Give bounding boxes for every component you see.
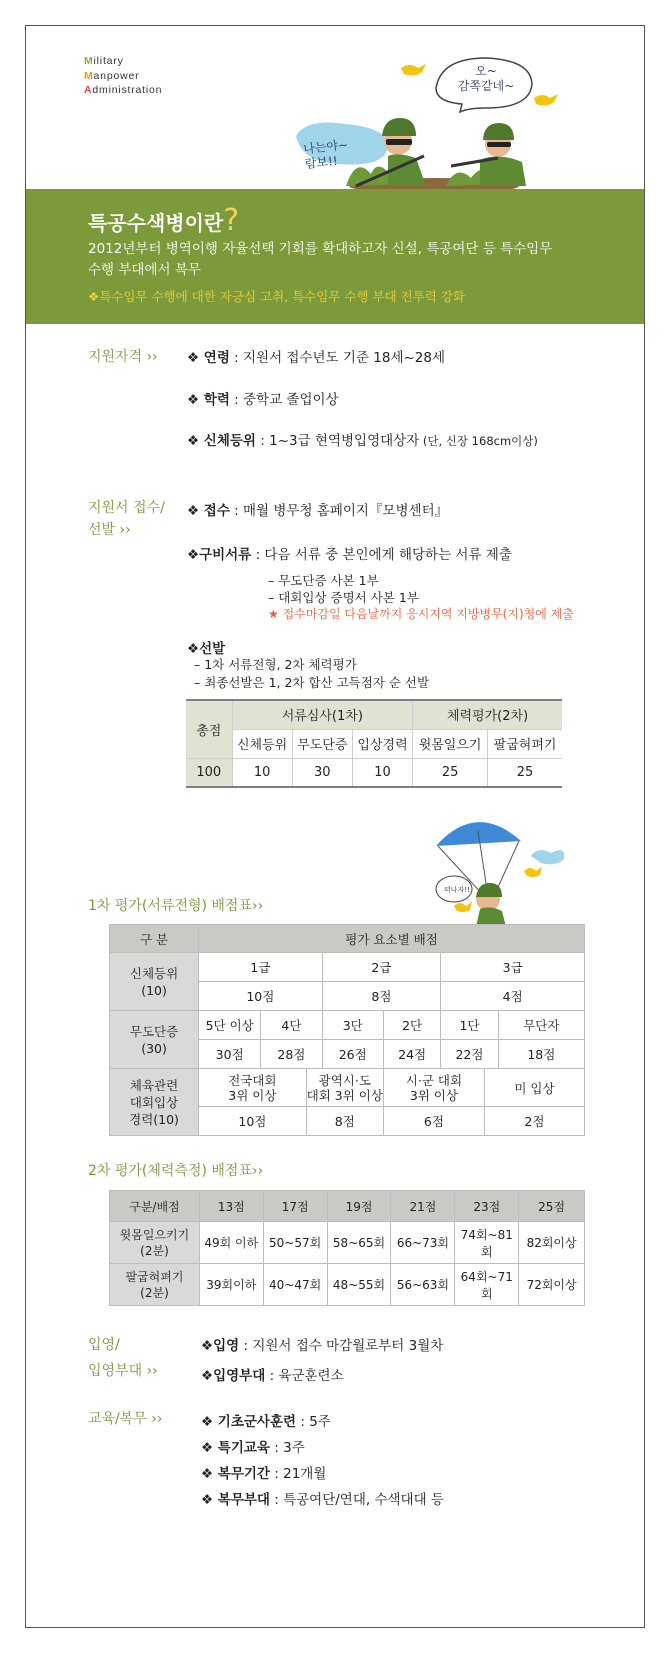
grade-cell: 무단자 bbox=[498, 1011, 584, 1040]
count-cell: 82회이상 bbox=[519, 1222, 585, 1264]
count-cell: 74회~81회 bbox=[455, 1222, 519, 1264]
bird-icon bbox=[454, 902, 472, 912]
documents-item: – 대회입상 증명서 사본 1부 bbox=[268, 590, 419, 605]
count-cell: 50~57회 bbox=[263, 1222, 327, 1264]
count-cell: 66~73회 bbox=[391, 1222, 455, 1264]
score-cell: 10 bbox=[232, 758, 292, 787]
second-eval-table bbox=[109, 1190, 585, 1306]
group1-header: 서류심사(1차) bbox=[232, 700, 413, 729]
first-eval-title: 1차 평가(서류전형) 배점표›› bbox=[88, 898, 264, 914]
score-cell: 10점 bbox=[199, 1107, 307, 1136]
bubble-right-text: 오~ 감쪽같네~ bbox=[457, 64, 515, 93]
column-header: 무도단증 bbox=[292, 729, 352, 758]
grade-cell: 3단 bbox=[322, 1011, 383, 1040]
count-cell: 64회~71회 bbox=[455, 1264, 519, 1306]
enlistment-date: ❖입영 : 지원서 접수 마감월로부터 3월차 bbox=[201, 1338, 444, 1354]
grade-cell: 1단 bbox=[441, 1011, 498, 1040]
grade-cell: 3급 bbox=[441, 953, 585, 982]
banner-subtext: ❖특수임무 수행에 대한 자긍심 고취, 특수임무 수행 부대 전투력 강화 bbox=[88, 289, 465, 304]
service-duration: ❖ 복무기간 : 21개월 bbox=[201, 1466, 327, 1482]
header-scores: 평가 요소별 배점 bbox=[199, 925, 585, 953]
grade-cell: 5단 이상 bbox=[199, 1011, 261, 1040]
row-label-physical: 신체등위 (10) bbox=[110, 953, 199, 1011]
grade-cell: 미 입상 bbox=[484, 1069, 584, 1107]
score-summary-table bbox=[186, 699, 562, 788]
bird-icon bbox=[524, 867, 542, 877]
qualification-education: ❖ 학력 : 중학교 졸업이상 bbox=[187, 392, 339, 408]
banner-title: 특공수색병이란? bbox=[88, 203, 240, 238]
count-cell: 49회 이하 bbox=[199, 1222, 263, 1264]
bird-icon bbox=[401, 64, 426, 76]
grade-cell: 2단 bbox=[383, 1011, 440, 1040]
score-cell: 28점 bbox=[261, 1040, 322, 1069]
point-header: 17점 bbox=[263, 1191, 327, 1222]
row-label-martial: 무도단증 (30) bbox=[110, 1011, 199, 1069]
enlistment-unit: ❖입영부대 : 육군훈련소 bbox=[201, 1368, 344, 1384]
point-header: 21점 bbox=[391, 1191, 455, 1222]
column-header: 입상경력 bbox=[352, 729, 412, 758]
grade-cell: 1급 bbox=[199, 953, 322, 982]
banner-description: 2012년부터 병역이행 자율선택 기회를 확대하고자 신설, 특공여단 등 특수임무 수행 부대에서 복무 bbox=[88, 241, 553, 278]
header-category: 구 분 bbox=[110, 925, 199, 953]
application-documents: ❖구비서류 : 다음 서류 중 본인에게 해당하는 서류 제출 bbox=[187, 547, 512, 563]
parachute-bubble-text: 떠나자!! bbox=[444, 886, 470, 894]
header-category: 구분/배점 bbox=[110, 1191, 200, 1222]
count-cell: 56~63회 bbox=[391, 1264, 455, 1306]
point-header: 19점 bbox=[327, 1191, 391, 1222]
bird-icon bbox=[534, 94, 558, 106]
count-cell: 39회이하 bbox=[199, 1264, 263, 1306]
documents-note: ★ 접수마감일 다음날까지 응시지역 지방병무(지)청에 제출 bbox=[268, 607, 574, 621]
score-cell: 26점 bbox=[322, 1040, 383, 1069]
score-cell: 18점 bbox=[498, 1040, 584, 1069]
application-receipt: ❖ 접수 : 매월 병무청 홈페이지『모병센터』 bbox=[187, 503, 449, 519]
column-header: 팔굽혀펴기 bbox=[488, 729, 562, 758]
grade-cell: 광역시·도 대회 3위 이상 bbox=[306, 1069, 383, 1107]
row-label-award: 체육관련 대회입상 경력(10) bbox=[110, 1069, 199, 1136]
second-eval-title: 2차 평가(체력측정) 배점표›› bbox=[88, 1163, 264, 1179]
score-cell: 8점 bbox=[306, 1107, 383, 1136]
group2-header: 체력평가(2차) bbox=[413, 700, 562, 729]
column-header: 윗몸일으기 bbox=[413, 729, 488, 758]
score-cell: 8점 bbox=[322, 982, 441, 1011]
score-cell: 25 bbox=[488, 758, 562, 787]
point-header: 25점 bbox=[519, 1191, 585, 1222]
score-cell: 10점 bbox=[199, 982, 322, 1011]
service-unit: ❖ 복무부대 : 특공여단/연대, 수색대대 등 bbox=[201, 1492, 444, 1508]
score-cell: 4점 bbox=[441, 982, 585, 1011]
row-label-situps: 윗몸일으키기 (2분) bbox=[110, 1222, 200, 1264]
row-label-pushups: 팔굽혀펴기 (2분) bbox=[110, 1264, 200, 1306]
section-label-application: 지원서 접수/ 선발 ›› bbox=[88, 500, 165, 538]
service-specialty-training: ❖ 특기교육 : 3주 bbox=[201, 1440, 305, 1456]
qualification-age: ❖ 연령 : 지원서 접수년도 기준 18세~28세 bbox=[187, 350, 446, 366]
parachute-illustration bbox=[406, 801, 576, 931]
grade-cell: 시·군 대회 3위 이상 bbox=[383, 1069, 484, 1107]
qualification-physical: ❖ 신체등위 : 1~3급 현역병입영대상자 (단, 신장 168cm이상) bbox=[187, 433, 538, 449]
count-cell: 40~47회 bbox=[263, 1264, 327, 1306]
column-header: 신체등위 bbox=[232, 729, 292, 758]
intro-banner bbox=[26, 189, 644, 324]
score-cell: 6점 bbox=[383, 1107, 484, 1136]
page bbox=[25, 25, 645, 1628]
count-cell: 58~65회 bbox=[327, 1222, 391, 1264]
bubble-left-text: 나는야~ 람보!! bbox=[302, 137, 349, 172]
documents-item: – 무도단증 사본 1부 bbox=[268, 573, 379, 588]
point-header: 13점 bbox=[199, 1191, 263, 1222]
service-basic-training: ❖ 기초군사훈련 : 5주 bbox=[201, 1414, 331, 1430]
total-label: 총점 bbox=[186, 700, 232, 758]
grade-cell: 4단 bbox=[261, 1011, 322, 1040]
section-label-service: 교육/복무 ›› bbox=[88, 1411, 163, 1427]
selection-item: – 최종선발은 1, 2차 합산 고득점자 순 선발 bbox=[194, 675, 430, 690]
score-cell: 2점 bbox=[484, 1107, 584, 1136]
score-cell: 30 bbox=[292, 758, 352, 787]
section-label-qualification: 지원자격 ›› bbox=[88, 349, 158, 365]
first-eval-table bbox=[109, 924, 585, 1136]
section-label-enlistment: 입영/ 입영부대 ›› bbox=[88, 1337, 158, 1379]
score-cell: 10 bbox=[352, 758, 412, 787]
grade-cell: 전국대회 3위 이상 bbox=[199, 1069, 307, 1107]
count-cell: 72회이상 bbox=[519, 1264, 585, 1306]
selection-item: – 1차 서류전형, 2차 체력평가 bbox=[194, 657, 357, 672]
score-cell: 25 bbox=[413, 758, 488, 787]
total-value: 100 bbox=[186, 758, 232, 787]
logo-mma: Military Manpower Administration bbox=[84, 55, 163, 96]
score-cell: 22점 bbox=[441, 1040, 498, 1069]
grade-cell: 2급 bbox=[322, 953, 441, 982]
selection-heading: ❖선발 bbox=[187, 641, 226, 657]
cloud-icon bbox=[531, 850, 564, 864]
score-cell: 30점 bbox=[199, 1040, 261, 1069]
point-header: 23점 bbox=[455, 1191, 519, 1222]
score-cell: 24점 bbox=[383, 1040, 440, 1069]
count-cell: 48~55회 bbox=[327, 1264, 391, 1306]
